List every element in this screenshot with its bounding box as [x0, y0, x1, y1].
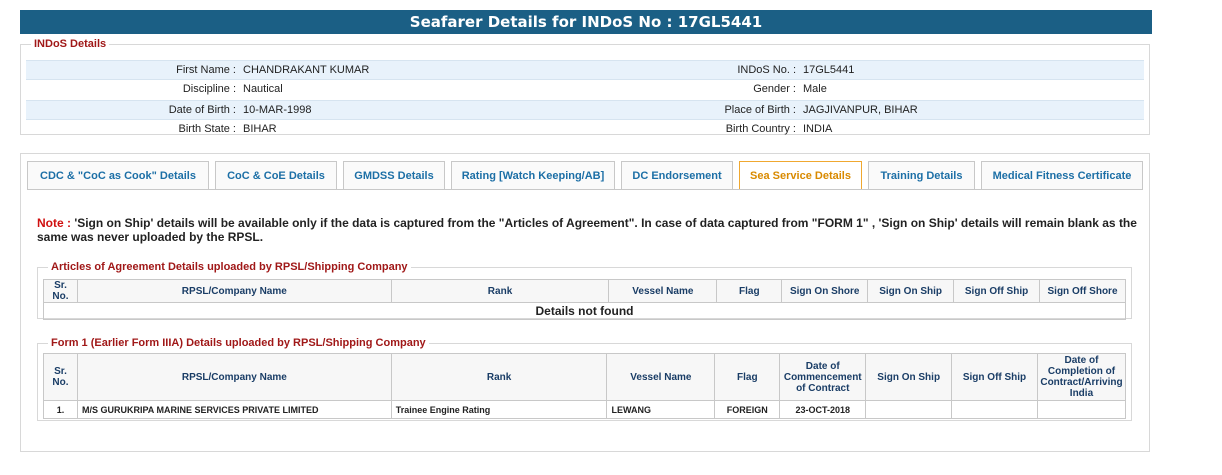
form1-section: [37, 337, 1132, 421]
tab-training[interactable]: Training Details: [868, 161, 975, 189]
aoa-col-sign-on-ship: Sign On Ship: [868, 280, 954, 303]
form1-col-flag: Flag: [715, 354, 780, 401]
discipline-value: Nautical: [243, 83, 283, 95]
form1-col-company: RPSL/Company Name: [77, 354, 391, 401]
sea-service-note: [37, 216, 1137, 244]
form1-cell-sr-no: 1.: [44, 401, 78, 419]
aoa-col-sr-no: Sr. No.: [44, 280, 78, 303]
birth-country-value: INDIA: [803, 123, 833, 135]
first-name-label: First Name :: [176, 64, 236, 76]
details-panel: [20, 153, 1150, 452]
aoa-col-company: RPSL/Company Name: [77, 280, 391, 303]
page-header: Seafarer Details for INDoS No : 17GL5441: [20, 10, 1152, 34]
tab-coc-coe[interactable]: CoC & CoE Details: [215, 161, 337, 189]
form1-col-completion: Date of Completion of Contract/Arriving India: [1037, 354, 1125, 401]
first-name-value: CHANDRAKANT KUMAR: [243, 64, 370, 76]
note-label: Note :: [37, 216, 71, 230]
form1-cell-sign-off-ship: [952, 401, 1038, 419]
form1-col-sign-on-ship: Sign On Ship: [866, 354, 952, 401]
table-row: [44, 401, 1126, 419]
form1-cell-flag: FOREIGN: [715, 401, 780, 419]
form1-cell-company: M/S GURUKRIPA MARINE SERVICES PRIVATE LIMITED: [77, 401, 391, 419]
place-of-birth-label: Place of Birth :: [724, 104, 796, 116]
gender-label: Gender :: [753, 83, 796, 95]
articles-of-agreement-section: [37, 261, 1132, 319]
indos-no-label: INDoS No. :: [737, 64, 796, 76]
aoa-table: [43, 279, 1126, 320]
indos-row-first-name: [26, 60, 1144, 80]
dob-label: Date of Birth :: [168, 104, 236, 116]
form1-col-vessel: Vessel Name: [607, 354, 715, 401]
aoa-col-vessel: Vessel Name: [609, 280, 717, 303]
aoa-col-sign-off-ship: Sign Off Ship: [954, 280, 1040, 303]
form1-cell-completion: [1037, 401, 1125, 419]
form1-cell-rank: Trainee Engine Rating: [391, 401, 607, 419]
form1-col-commencement: Date of Commencement of Contract: [780, 354, 866, 401]
indos-row-dob: [26, 100, 1144, 120]
indos-row-birth-state: [26, 120, 1144, 140]
indos-no-value: 17GL5441: [803, 64, 855, 76]
tab-underline: [27, 189, 1143, 190]
indos-row-discipline: [26, 80, 1144, 100]
birth-state-label: Birth State :: [178, 123, 236, 135]
gender-value: Male: [803, 83, 827, 95]
form1-table: [43, 353, 1126, 419]
aoa-header-row: [44, 280, 1126, 303]
form1-col-sign-off-ship: Sign Off Ship: [952, 354, 1038, 401]
dob-value: 10-MAR-1998: [243, 104, 312, 116]
place-of-birth-value: JAGJIVANPUR, BIHAR: [803, 104, 918, 116]
birth-country-label: Birth Country :: [725, 123, 796, 135]
form1-cell-commencement: 23-OCT-2018: [780, 401, 866, 419]
discipline-label: Discipline :: [182, 83, 236, 95]
aoa-col-flag: Flag: [717, 280, 782, 303]
tab-gmdss[interactable]: GMDSS Details: [343, 161, 445, 189]
birth-state-value: BIHAR: [243, 123, 277, 135]
aoa-empty-row: [44, 303, 1126, 320]
aoa-legend: Articles of Agreement Details uploaded by RPSL/Shipping Company: [51, 261, 408, 273]
tab-cdc-coc-cook[interactable]: CDC & "CoC as Cook" Details: [27, 161, 209, 189]
aoa-empty-message: Details not found: [44, 303, 1126, 320]
tab-sea-service[interactable]: Sea Service Details: [739, 161, 862, 189]
aoa-col-sign-off-shore: Sign Off Shore: [1040, 280, 1126, 303]
aoa-col-rank: Rank: [391, 280, 609, 303]
indos-details-legend: INDoS Details: [34, 38, 107, 50]
indos-details-section: [20, 38, 1150, 135]
form1-cell-vessel: LEWANG: [607, 401, 715, 419]
form1-legend: Form 1 (Earlier Form IIIA) Details uploaded by RPSL/Shipping Company: [51, 337, 426, 349]
form1-cell-sign-on-ship: [866, 401, 952, 419]
form1-header-row: [44, 354, 1126, 401]
form1-col-rank: Rank: [391, 354, 607, 401]
tab-medical-fitness[interactable]: Medical Fitness Certificate: [981, 161, 1143, 189]
tab-rating-watch-keeping[interactable]: Rating [Watch Keeping/AB]: [451, 161, 615, 189]
aoa-col-sign-on-shore: Sign On Shore: [782, 280, 868, 303]
form1-col-sr-no: Sr. No.: [44, 354, 78, 401]
tab-dc-endorsement[interactable]: DC Endorsement: [621, 161, 733, 189]
note-text: 'Sign on Ship' details will be available only if the data is captured from the "Articles of Agreement". In case of data captured from "FORM 1" , 'Sign on Ship' details will remain blank as the same was never uploaded by the RPSL.: [37, 216, 1137, 244]
